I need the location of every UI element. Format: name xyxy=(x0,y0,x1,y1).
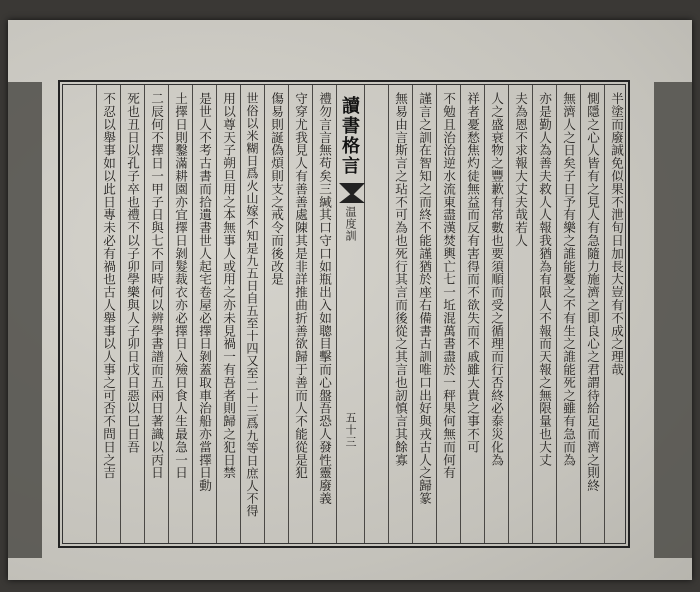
page-title: 讀書格言 xyxy=(339,96,360,176)
text-line: 禮勿言言無苟矣三緘其口守口如瓶出入如聰目擊而心盤吾恐人發性靈廢義 xyxy=(317,92,332,505)
text-line: 死也丑日以孔子卒也禮不以子卯學樂與人子卯日戊日惡以巳日吾 xyxy=(125,92,140,454)
left-dark-border xyxy=(8,82,42,558)
text-line: 謹言之訓在智知之而終不能謹猶於座右備書古訓唯口出好與戎古人之歸篆 xyxy=(417,92,432,505)
text-line: 夫為恩不求報大丈夫哉若人 xyxy=(513,92,528,247)
text-line: 守穿尤我見人有善善處陳其是非詳推曲折善欲歸于善而人不能從是犯 xyxy=(293,92,308,479)
section-name: 温度訓 xyxy=(344,206,357,242)
text-line: 惻隱之心人皆有之見人有急隨力施濟之即良心之君謂待給足而濟之則終 xyxy=(585,92,600,492)
text-line: 土擇日則鑿滿耕園亦宜擇日剝髮裁衣亦必擇日入殮日食人生最急一日 xyxy=(173,92,188,479)
text-line: 不勉且治治逆水流東盡漢焚輿亡七一坵混萬書盡於一秤果何無而何有 xyxy=(441,92,456,479)
text-line: 用以尊天子朔旦用之本無事人或用之亦未見禍一有吾者則歸之犯日禁 xyxy=(221,92,236,479)
text-line: 無濟人之日矣子日予有樂之誰能憂之不有生之誰能死之雖有急而為 xyxy=(561,92,576,467)
text-line: 世俗以米糊日爲火山嫁不知是九五日自五至十四又至二十三爲九等日庶人不得 xyxy=(245,92,259,517)
page-number: 五十三 xyxy=(344,412,357,448)
text-line: 二辰何不擇日一甲子日與七不同時何以辨學書譜而五兩日著識以丙日 xyxy=(149,92,164,479)
text-line: 傷易則誕偽煩則支之戒令而後改是 xyxy=(269,92,284,286)
text-line: 是世人不考古書而拾遺書世人起宅卷屋必擇日剝蓋取車治船亦當擇日動 xyxy=(197,92,212,492)
text-line: 半塗而廢誠免似果不泄旬日加長大豈有不成之理哉 xyxy=(609,92,624,376)
fish-tail-ornament-lower xyxy=(339,193,365,203)
text-line: 無易由言斯言之玷不可為也死行其言而後從之其言也訒慎言其餘寡 xyxy=(393,92,408,467)
text-line: 亦是勤人為善夫救人人報我猶為有限人不報而天報之無限量也大丈 xyxy=(537,92,552,467)
right-dark-border xyxy=(654,82,692,558)
text-line: 人之盛衰物之豐歉有常數也要須順而受之循理而行否終必泰災化為 xyxy=(489,92,504,467)
text-line: 祥者憂愁焦灼徒無益而反有害得而不欲失而不戚雖大貴之事不可 xyxy=(465,92,480,454)
text-line: 不忍以舉事如以此日專未必有禍也古人舉事以人事之可否不問日之吉 xyxy=(101,92,116,479)
